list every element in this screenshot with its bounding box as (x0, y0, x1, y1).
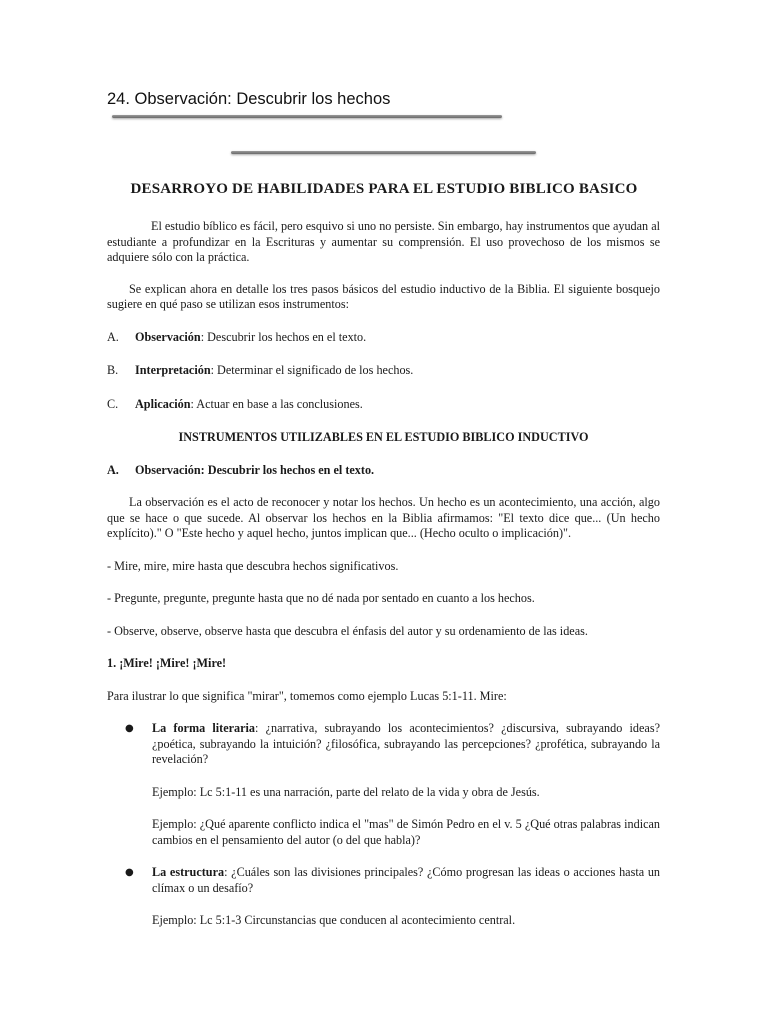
section-letter: A. (107, 462, 119, 477)
intro-paragraph-1: El estudio bíblico es fácil, pero esquivo si uno no persiste. Sin embargo, hay instrumentos que ayudan al estudiante a profundizar en la Escrituras y aumentar su comprensión. El uso provechoso de los mismos se adquiere sólo con la práctica. (107, 219, 660, 264)
step-letter: A. (107, 329, 119, 344)
example-text: Ejemplo: ¿Qué aparente conflicto indica el "mas" de Simón Pedro en el v. 5 ¿Qué otras palabras indican cambios en el pensamiento del autor (o del que habla)? (152, 817, 660, 847)
section-divider (231, 151, 536, 154)
step-label: Interpretación (135, 363, 211, 377)
document-title: DESARROYO DE HABILIDADES PARA EL ESTUDIO BIBLICO BASICO (130, 181, 638, 197)
dash-item: - Observe, observe, observe hasta que descubra el énfasis del autor y su ordenamiento de las ideas. (107, 623, 588, 638)
bullet-icon: ● (125, 867, 134, 878)
bullet-icon: ● (125, 723, 134, 734)
dash-item: - Mire, mire, mire hasta que descubra hechos significativos. (107, 558, 399, 573)
bullet-label: La forma literaria (152, 721, 256, 735)
step-letter: B. (107, 363, 119, 377)
step-a (107, 330, 660, 346)
subheading-mire: 1. ¡Mire! ¡Mire! ¡Mire! (107, 656, 227, 670)
document-body (107, 219, 660, 929)
heading-underline (112, 115, 502, 118)
step-letter: C. (107, 396, 119, 411)
example-text: Ejemplo: Lc 5:1-11 es una narración, parte del relato de la vida y obra de Jesús. (152, 784, 540, 799)
bullet-text: : ¿Cuáles son las divisiones principales? ¿Cómo progresan las ideas o acciones hasta un clímax o un desafío? (152, 865, 661, 895)
step-label: Aplicación (135, 396, 191, 411)
bullet-text: : ¿narrativa, subrayando los acontecimientos? ¿discursiva, subrayando ideas? ¿poética, subrayando la intuición? ¿filosófica, subrayando las percepciones? ¿profética, subrayando la revelación? (152, 721, 660, 766)
step-text: : Determinar el significado de los hechos. (210, 363, 414, 377)
illustrate-paragraph: Para ilustrar lo que significa "mirar", tomemos como ejemplo Lucas 5:1-11. Mire: (107, 688, 507, 703)
section-heading: INSTRUMENTOS UTILIZABLES EN EL ESTUDIO BIBLICO INDUCTIVO (178, 430, 589, 444)
step-text: : Actuar en base a las conclusiones. (190, 396, 363, 411)
example-text: Ejemplo: Lc 5:1-3 Circunstancias que conducen al acontecimiento central. (152, 913, 516, 927)
bullet-item-structure (107, 865, 660, 896)
step-b (107, 363, 660, 379)
bullet-item-literary-form (107, 721, 660, 768)
step-label: Observación (135, 329, 201, 344)
dash-item: - Pregunte, pregunte, pregunte hasta que no dé nada por sentado en cuanto a los hechos. (107, 591, 535, 605)
step-text: : Descubrir los hechos en el texto. (200, 329, 367, 344)
page-heading: 24. Observación: Descubrir los hechos (107, 90, 391, 108)
observation-paragraph: La observación es el acto de reconocer y notar los hechos. Un hecho es un acontecimiento, una acción, algo que se hace o que sucede. Al observar los hechos en la Biblia afirmamos: "El texto dice que... (Un hecho explícito)." O "Este hecho y aquel hecho, juntos implican que... (Hecho oculto o implicación)". (107, 495, 660, 540)
bullet-label: La estructura (152, 865, 225, 879)
intro-paragraph-2: Se explican ahora en detalle los tres pasos básicos del estudio inductivo de la Biblia. El siguiente bosquejo sugiere en qué paso se utilizan esos instrumentos: (107, 281, 660, 311)
section-title: Observación: Descubrir los hechos en el texto. (135, 462, 375, 477)
step-c (107, 397, 660, 413)
section-a-heading (107, 463, 660, 479)
